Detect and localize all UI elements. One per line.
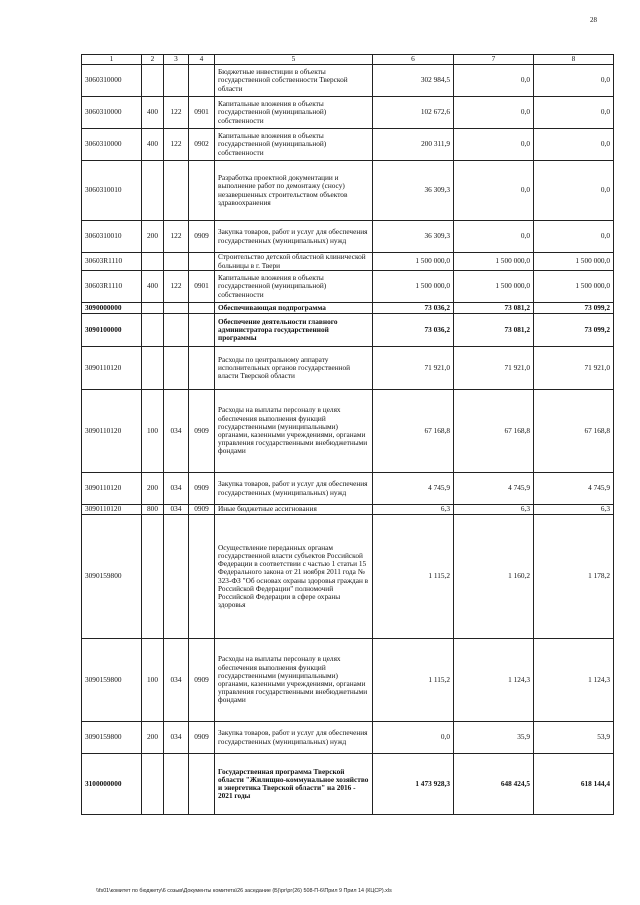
- table-row: [82, 473, 614, 505]
- row-value-2020-cell: 648 424,5: [454, 754, 534, 815]
- row-value-2021-cell: 1 500 000,0: [534, 271, 614, 303]
- row-code-cell: 3090110120: [82, 390, 142, 473]
- table-row: [82, 221, 614, 253]
- row-grbs-cell: 122: [164, 271, 189, 303]
- row-value-2020-cell: 73 081,2: [454, 314, 534, 347]
- row-description-cell: Государственная программа Тверской области "Жилищно-коммунальное хозяйство и энергетика Тверской области" на 2016 - 2021 годы: [215, 754, 373, 815]
- row-grbs-cell: 122: [164, 97, 189, 129]
- column-header: 2: [142, 55, 164, 65]
- row-section-cell: [189, 515, 215, 639]
- table-row: [82, 314, 614, 347]
- budget-table: [81, 54, 614, 815]
- row-value-2020-cell: 0,0: [454, 129, 534, 161]
- file-path-footer: \\fs01\комитет по бюджету\6 созыв\Документы комитета\26 заседание (Б)\рг\рг(26) 508-П-6\Прил 9 Прил 14 (КЦСР).xls: [96, 888, 392, 894]
- row-value-2021-cell: 0,0: [534, 161, 614, 221]
- row-value-2019-cell: 6,3: [373, 505, 454, 515]
- row-kvr-cell: [142, 253, 164, 271]
- row-grbs-cell: [164, 253, 189, 271]
- row-kvr-cell: 100: [142, 390, 164, 473]
- row-value-2021-cell: 6,3: [534, 505, 614, 515]
- row-grbs-cell: 122: [164, 129, 189, 161]
- row-grbs-cell: 034: [164, 390, 189, 473]
- row-code-cell: 3090159800: [82, 722, 142, 754]
- table-row: [82, 722, 614, 754]
- row-code-cell: 30603R1110: [82, 253, 142, 271]
- table-row: [82, 65, 614, 97]
- row-section-cell: [189, 347, 215, 390]
- table-row: [82, 161, 614, 221]
- row-grbs-cell: [164, 754, 189, 815]
- row-code-cell: 30603R1110: [82, 271, 142, 303]
- row-section-cell: [189, 754, 215, 815]
- row-code-cell: 3060310000: [82, 65, 142, 97]
- row-grbs-cell: 034: [164, 473, 189, 505]
- row-kvr-cell: 400: [142, 271, 164, 303]
- row-description-cell: Расходы на выплаты персоналу в целях обеспечения выполнения функций государственными (муниципальными) органами, казенными учреждениями, органами управления государственными внебюджетными фондами: [215, 390, 373, 473]
- row-grbs-cell: [164, 65, 189, 97]
- row-value-2021-cell: 0,0: [534, 129, 614, 161]
- row-value-2020-cell: 1 500 000,0: [454, 271, 534, 303]
- table-row: [82, 129, 614, 161]
- row-value-2021-cell: 73 099,2: [534, 314, 614, 347]
- column-header: 6: [373, 55, 454, 65]
- row-description-cell: Закупка товаров, работ и услуг для обеспечения государственных (муниципальных) нужд: [215, 221, 373, 253]
- row-description-cell: Строительство детской областной клинической больницы в г. Твери: [215, 253, 373, 271]
- row-code-cell: 3090110120: [82, 473, 142, 505]
- row-grbs-cell: 034: [164, 722, 189, 754]
- row-description-cell: Закупка товаров, работ и услуг для обеспечения государственных (муниципальных) нужд: [215, 473, 373, 505]
- row-code-cell: 3090159800: [82, 515, 142, 639]
- row-value-2019-cell: 1 473 928,3: [373, 754, 454, 815]
- row-value-2019-cell: 102 672,6: [373, 97, 454, 129]
- row-value-2019-cell: 73 036,2: [373, 303, 454, 314]
- row-value-2019-cell: 0,0: [373, 722, 454, 754]
- column-header: 4: [189, 55, 215, 65]
- row-value-2020-cell: 4 745,9: [454, 473, 534, 505]
- row-value-2021-cell: 4 745,9: [534, 473, 614, 505]
- table-row: [82, 505, 614, 515]
- row-description-cell: Закупка товаров, работ и услуг для обеспечения государственных (муниципальных) нужд: [215, 722, 373, 754]
- row-code-cell: 3060310010: [82, 221, 142, 253]
- table-row: [82, 97, 614, 129]
- row-section-cell: [189, 161, 215, 221]
- row-kvr-cell: 100: [142, 639, 164, 722]
- row-section-cell: 0909: [189, 505, 215, 515]
- row-section-cell: 0909: [189, 390, 215, 473]
- row-code-cell: 3090110120: [82, 347, 142, 390]
- row-kvr-cell: [142, 347, 164, 390]
- row-kvr-cell: [142, 754, 164, 815]
- column-header: 7: [454, 55, 534, 65]
- row-value-2020-cell: 0,0: [454, 65, 534, 97]
- row-code-cell: 3090000000: [82, 303, 142, 314]
- table-row: [82, 639, 614, 722]
- row-grbs-cell: [164, 303, 189, 314]
- row-value-2020-cell: 0,0: [454, 97, 534, 129]
- row-value-2021-cell: 1 178,2: [534, 515, 614, 639]
- row-code-cell: 3060310000: [82, 129, 142, 161]
- row-kvr-cell: 400: [142, 97, 164, 129]
- row-section-cell: 0909: [189, 473, 215, 505]
- row-value-2021-cell: 0,0: [534, 65, 614, 97]
- row-value-2019-cell: 36 309,3: [373, 161, 454, 221]
- row-value-2021-cell: 0,0: [534, 221, 614, 253]
- row-grbs-cell: 034: [164, 505, 189, 515]
- row-value-2019-cell: 67 168,8: [373, 390, 454, 473]
- row-value-2019-cell: 1 500 000,0: [373, 253, 454, 271]
- row-grbs-cell: 034: [164, 639, 189, 722]
- page-number: 28: [590, 16, 597, 24]
- table-header-row: [82, 55, 614, 65]
- row-code-cell: 3060310000: [82, 97, 142, 129]
- row-description-cell: Капитальные вложения в объекты государственной (муниципальной) собственности: [215, 97, 373, 129]
- row-kvr-cell: 800: [142, 505, 164, 515]
- row-section-cell: 0909: [189, 722, 215, 754]
- table-row: [82, 303, 614, 314]
- row-section-cell: 0902: [189, 129, 215, 161]
- table-row: [82, 390, 614, 473]
- row-section-cell: 0909: [189, 221, 215, 253]
- row-section-cell: [189, 253, 215, 271]
- row-code-cell: 3100000000: [82, 754, 142, 815]
- row-value-2021-cell: 67 168,8: [534, 390, 614, 473]
- table-row: [82, 347, 614, 390]
- row-kvr-cell: [142, 303, 164, 314]
- row-description-cell: Бюджетные инвестиции в объекты государственной собственности Тверской области: [215, 65, 373, 97]
- column-header: 1: [82, 55, 142, 65]
- row-code-cell: 3090110120: [82, 505, 142, 515]
- row-description-cell: Капитальные вложения в объекты государственной (муниципальной) собственности: [215, 271, 373, 303]
- row-kvr-cell: 200: [142, 722, 164, 754]
- row-value-2021-cell: 0,0: [534, 97, 614, 129]
- row-kvr-cell: 200: [142, 473, 164, 505]
- row-value-2019-cell: 1 500 000,0: [373, 271, 454, 303]
- row-value-2020-cell: 71 921,0: [454, 347, 534, 390]
- row-value-2019-cell: 71 921,0: [373, 347, 454, 390]
- row-value-2019-cell: 302 984,5: [373, 65, 454, 97]
- row-value-2021-cell: 73 099,2: [534, 303, 614, 314]
- row-description-cell: Осуществление переданных органам государственной власти субъектов Российской Федерации в соответствии с частью 1 статьи 15 Федерального закона от 21 ноября 2011 года № 323-ФЗ "Об основах охраны здоровья граждан в Российской Федерации" полномочий Российской Федерации в сфере охраны здоровья: [215, 515, 373, 639]
- row-value-2020-cell: 67 168,8: [454, 390, 534, 473]
- column-header: 3: [164, 55, 189, 65]
- row-value-2020-cell: 1 124,3: [454, 639, 534, 722]
- row-value-2019-cell: 36 309,3: [373, 221, 454, 253]
- row-value-2021-cell: 1 124,3: [534, 639, 614, 722]
- row-value-2019-cell: 200 311,9: [373, 129, 454, 161]
- row-value-2019-cell: 4 745,9: [373, 473, 454, 505]
- table-row: [82, 253, 614, 271]
- row-code-cell: 3060310010: [82, 161, 142, 221]
- row-value-2020-cell: 0,0: [454, 161, 534, 221]
- row-section-cell: 0901: [189, 97, 215, 129]
- row-value-2020-cell: 73 081,2: [454, 303, 534, 314]
- row-grbs-cell: 122: [164, 221, 189, 253]
- row-value-2019-cell: 1 115,2: [373, 639, 454, 722]
- row-value-2020-cell: 0,0: [454, 221, 534, 253]
- column-header: 8: [534, 55, 614, 65]
- row-grbs-cell: [164, 515, 189, 639]
- row-section-cell: 0901: [189, 271, 215, 303]
- row-description-cell: Расходы по центральному аппарату исполнительных органов государственной власти Тверской области: [215, 347, 373, 390]
- row-description-cell: Капитальные вложения в объекты государственной (муниципальной) собственности: [215, 129, 373, 161]
- row-description-cell: Обеспечивающая подпрограмма: [215, 303, 373, 314]
- row-code-cell: 3090159800: [82, 639, 142, 722]
- row-grbs-cell: [164, 314, 189, 347]
- row-value-2021-cell: 618 144,4: [534, 754, 614, 815]
- row-value-2019-cell: 1 115,2: [373, 515, 454, 639]
- row-kvr-cell: 400: [142, 129, 164, 161]
- row-section-cell: [189, 65, 215, 97]
- row-kvr-cell: 200: [142, 221, 164, 253]
- table-row: [82, 271, 614, 303]
- table-row: [82, 515, 614, 639]
- row-kvr-cell: [142, 65, 164, 97]
- table-row: [82, 754, 614, 815]
- row-description-cell: Обеспечение деятельности главного администратора государственной программы: [215, 314, 373, 347]
- row-description-cell: Иные бюджетные ассигнования: [215, 505, 373, 515]
- row-kvr-cell: [142, 515, 164, 639]
- row-value-2021-cell: 71 921,0: [534, 347, 614, 390]
- row-grbs-cell: [164, 161, 189, 221]
- row-kvr-cell: [142, 161, 164, 221]
- row-section-cell: [189, 314, 215, 347]
- row-section-cell: 0909: [189, 639, 215, 722]
- row-value-2020-cell: 1 160,2: [454, 515, 534, 639]
- row-kvr-cell: [142, 314, 164, 347]
- row-description-cell: Расходы на выплаты персоналу в целях обеспечения выполнения функций государственными (муниципальными) органами, казенными учреждениями, органами управления государственными внебюджетными фондами: [215, 639, 373, 722]
- row-section-cell: [189, 303, 215, 314]
- row-value-2020-cell: 1 500 000,0: [454, 253, 534, 271]
- row-grbs-cell: [164, 347, 189, 390]
- column-header: 5: [215, 55, 373, 65]
- row-value-2020-cell: 35,9: [454, 722, 534, 754]
- row-code-cell: 3090100000: [82, 314, 142, 347]
- row-value-2020-cell: 6,3: [454, 505, 534, 515]
- row-value-2021-cell: 1 500 000,0: [534, 253, 614, 271]
- row-value-2021-cell: 53,9: [534, 722, 614, 754]
- row-value-2019-cell: 73 036,2: [373, 314, 454, 347]
- row-description-cell: Разработка проектной документации и выполнение работ по демонтажу (сносу) незавершенных строительством объектов здравоохранения: [215, 161, 373, 221]
